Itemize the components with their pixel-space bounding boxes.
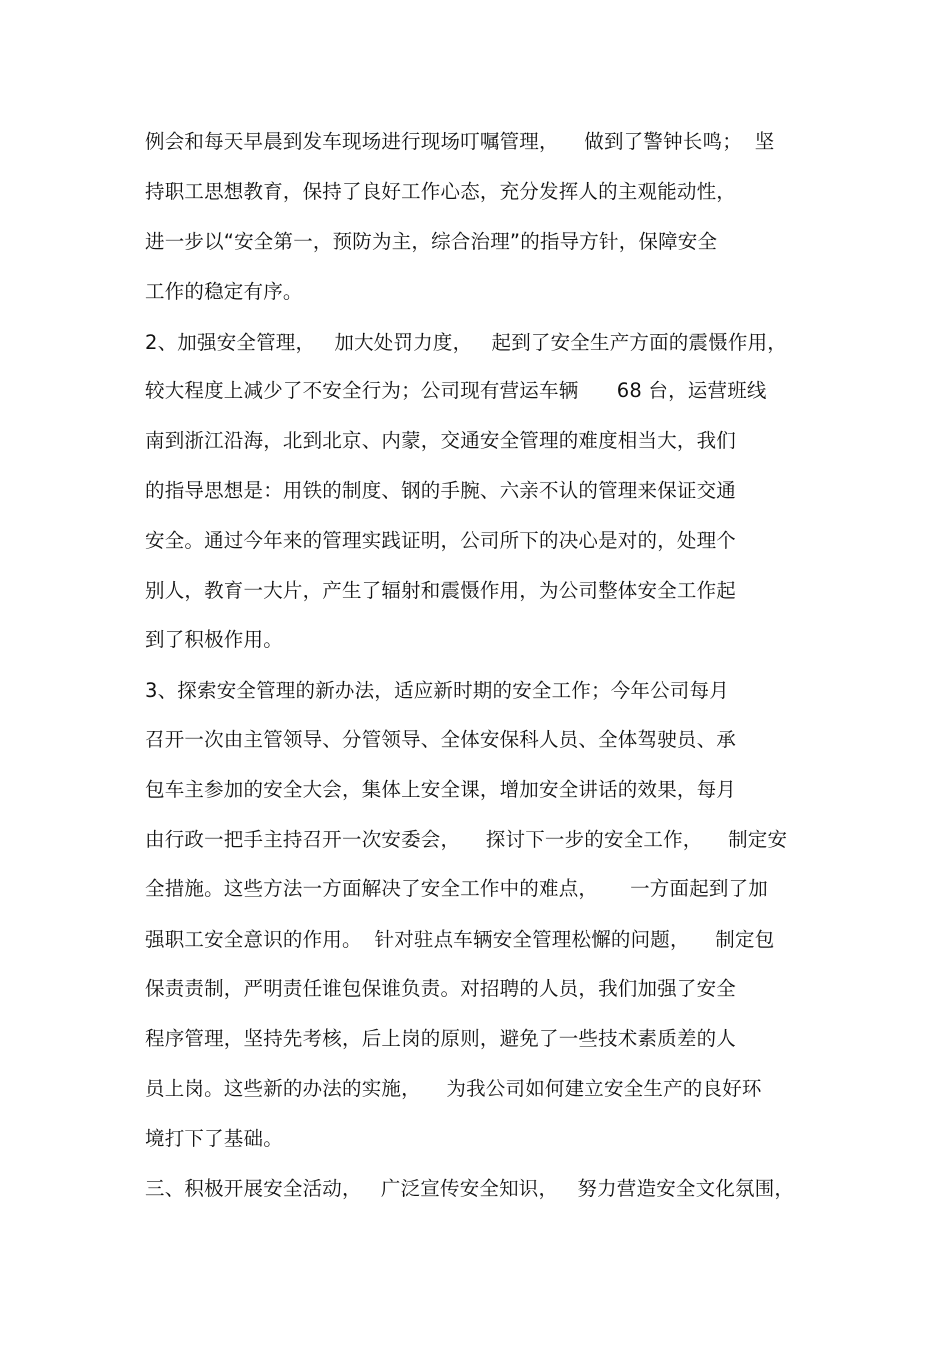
text-line: 持职工思想教育，保持了良好工作心态，充分发挥人的主观能动性， [145, 180, 737, 203]
text-line: 别人，教育一大片，产生了辐射和震慑作用，为公司整体安全工作起 [145, 579, 737, 602]
text-line: 境打下了基础。 [145, 1127, 283, 1150]
text-line: 三、积极开展安全活动， 广泛宣传安全知识， 努力营造安全文化氛围， [145, 1177, 795, 1200]
text-line: 例会和每天早晨到发车现场进行现场叮嘱管理， 做到了警钟长鸣； 坚 [145, 130, 775, 153]
text-line: 员上岗。这些新的办法的实施， 为我公司如何建立安全生产的良好环 [145, 1077, 762, 1100]
text-line: 程序管理，坚持先考核，后上岗的原则，避免了一些技术素质差的人 [145, 1027, 737, 1050]
text-line: 南到浙江沿海，北到北京、内蒙，交通安全管理的难度相当大，我们 [145, 429, 737, 452]
text-line: 召开一次由主管领导、分管领导、全体安保科人员、全体驾驶员、承 [145, 728, 737, 751]
text-line: 工作的稳定有序。 [145, 280, 303, 303]
text-line: 安全。通过今年来的管理实践证明，公司所下的决心是对的，处理个 [145, 529, 737, 552]
text-line: 包车主参加的安全大会，集体上安全课，增加安全讲话的效果，每月 [145, 778, 737, 801]
text-line: 2、加强安全管理， 加大处罚力度， 起到了安全生产方面的震慑作用， [145, 331, 787, 354]
text-line: 的指导思想是：用铁的制度、钢的手腕、六亲不认的管理来保证交通 [145, 479, 737, 502]
text-line: 保责责制，严明责任谁包保谁负责。对招聘的人员，我们加强了安全 [145, 977, 737, 1000]
text-line: 强职工安全意识的作用。 针对驻点车辆安全管理松懈的问题， 制定包 [145, 928, 775, 951]
text-line: 到了积极作用。 [145, 628, 283, 651]
text-line: 进一步以“安全第一，预防为主，综合治理”的指导方针，保障安全 [145, 230, 718, 253]
text-line: 全措施。这些方法一方面解决了安全工作中的难点， 一方面起到了加 [145, 877, 768, 900]
text-line: 3、探索安全管理的新办法，适应新时期的安全工作；今年公司每月 [145, 679, 729, 702]
text-line: 由行政一把手主持召开一次安委会， 探讨下一步的安全工作， 制定安 [145, 828, 788, 851]
text-line: 较大程度上减少了不安全行为；公司现有营运车辆 68 台，运营班线 [145, 379, 767, 402]
